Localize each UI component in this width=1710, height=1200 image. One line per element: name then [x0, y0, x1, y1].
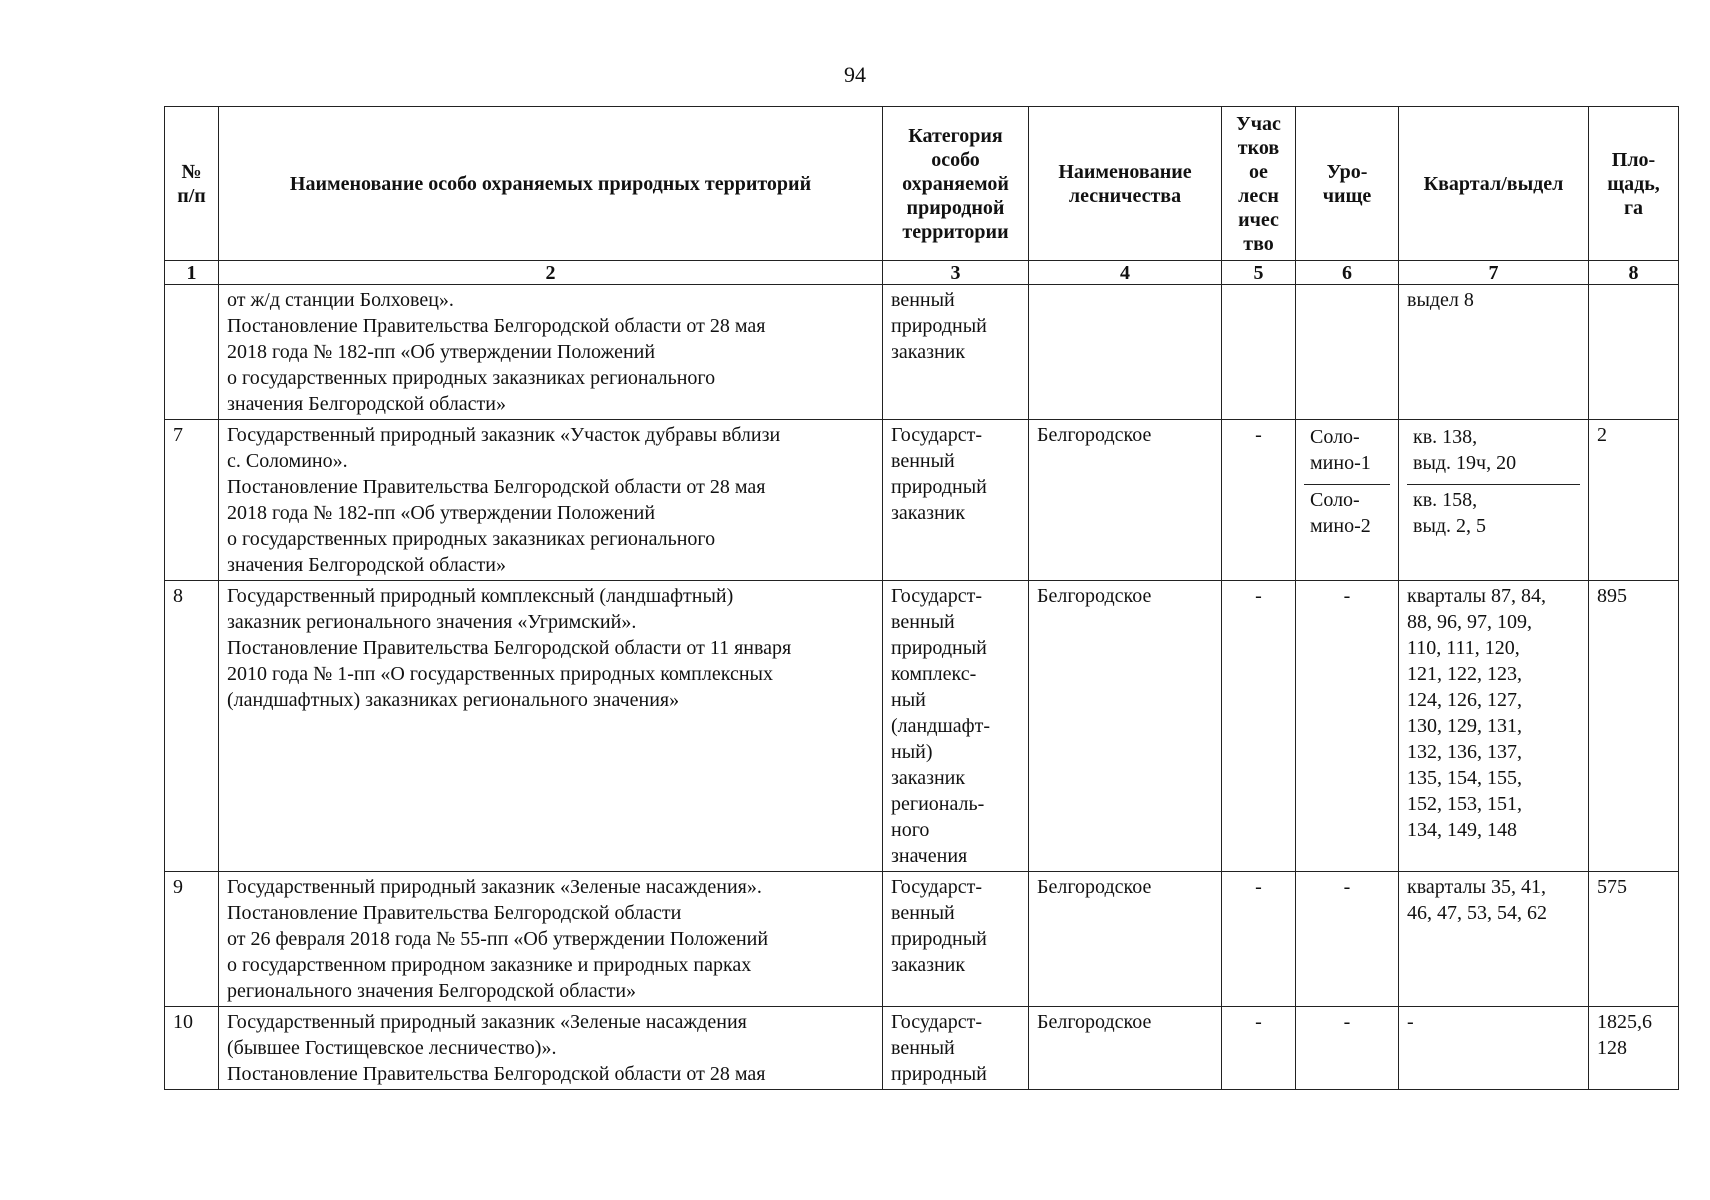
row-num: 7	[165, 420, 219, 581]
col-number: 5	[1222, 261, 1296, 285]
row-quarter: кварталы 87, 84, 88, 96, 97, 109, 110, 111, 120, 121, 122, 123, 124, 126, 127, 130, 129, 131, 132, 136, 137, 135, 154, 155, 152, 153, 151, 134, 149, 148	[1399, 581, 1589, 872]
col-number: 3	[883, 261, 1029, 285]
row-forestry: Белгородское	[1029, 1007, 1222, 1090]
row-district	[1222, 285, 1296, 420]
row-tract: -	[1296, 1007, 1399, 1090]
row-num	[165, 285, 219, 420]
row-district: -	[1222, 581, 1296, 872]
sub-tract-cell	[1304, 422, 1390, 484]
table-row	[165, 1007, 1679, 1090]
header-num: № п/п	[165, 107, 219, 261]
row-name: Государственный природный заказник «Зеленые насаждения». Постановление Правительства Белгородской области от 26 февраля 2018 года № 55-пп «Об утверждении Положений о государственном природном заказнике и природных парках регионального значения Белгородской области»	[219, 872, 883, 1007]
row-forestry: Белгородское	[1029, 872, 1222, 1007]
row-forestry: Белгородское	[1029, 581, 1222, 872]
row-tract: -	[1296, 581, 1399, 872]
row-category: венный природный заказник	[883, 285, 1029, 420]
row-area: 575	[1589, 872, 1679, 1007]
column-number-row	[165, 261, 1679, 285]
col-number: 4	[1029, 261, 1222, 285]
row-area: 895	[1589, 581, 1679, 872]
row-num: 10	[165, 1007, 219, 1090]
row-num: 8	[165, 581, 219, 872]
col-number: 7	[1399, 261, 1589, 285]
row-tract-group	[1296, 420, 1399, 581]
header-category: Категория особо охраняемой природной территории	[883, 107, 1029, 261]
protected-areas-table	[164, 106, 1679, 1090]
col-number: 8	[1589, 261, 1679, 285]
col-number: 2	[219, 261, 883, 285]
row-num: 9	[165, 872, 219, 1007]
table-row	[165, 285, 1679, 420]
header-forestry: Наименование лесничества	[1029, 107, 1222, 261]
row-area	[1589, 285, 1679, 420]
row-category: Государст- венный природный комплекс- ный (ландшафт- ный) заказник региональ- ного значения	[883, 581, 1029, 872]
sub-quarter-cell	[1407, 422, 1580, 484]
row-quarter: -	[1399, 1007, 1589, 1090]
sub-quarter: кв. 158, выд. 2, 5	[1413, 489, 1487, 537]
row-name: Государственный природный заказник «Зеленые насаждения (бывшее Гостищевское лесничество)». Постановление Правительства Белгородской области от 28 мая	[219, 1007, 883, 1090]
table-row	[165, 581, 1679, 872]
row-name: Государственный природный заказник «Участок дубравы вблизи с. Соломино». Постановление Правительства Белгородской области от 28 мая 2018 года № 182-пп «Об утверждении Положений о государственных природных заказниках регионального значения Белгородской области»	[219, 420, 883, 581]
table-row	[165, 420, 1679, 581]
row-tract: -	[1296, 872, 1399, 1007]
sub-tract: Соло- мино-1	[1310, 426, 1371, 474]
table-row	[165, 872, 1679, 1007]
sub-quarter-cell	[1407, 484, 1580, 541]
sub-tract: Соло- мино-2	[1310, 489, 1371, 537]
row-district: -	[1222, 872, 1296, 1007]
row-tract	[1296, 285, 1399, 420]
row-district: -	[1222, 1007, 1296, 1090]
row-quarter-group	[1399, 420, 1589, 581]
row-forestry	[1029, 285, 1222, 420]
row-name: от ж/д станции Болховец». Постановление Правительства Белгородской области от 28 мая 2018 года № 182-пп «Об утверждении Положений о государственных природных заказниках регионального значения Белгородской области»	[219, 285, 883, 420]
header-name: Наименование особо охраняемых природных территорий	[219, 107, 883, 261]
row-name: Государственный природный комплексный (ландшафтный) заказник регионального значения «Угримский». Постановление Правительства Белгородской области от 11 января 2010 года № 1-пп «О государственных природных комплексных (ландшафтных) заказниках регионального значения»	[219, 581, 883, 872]
header-row	[165, 107, 1679, 261]
row-forestry: Белгородское	[1029, 420, 1222, 581]
row-quarter: кварталы 35, 41, 46, 47, 53, 54, 62	[1399, 872, 1589, 1007]
row-category: Государст- венный природный заказник	[883, 420, 1029, 581]
col-number: 1	[165, 261, 219, 285]
row-area: 1825,6 128	[1589, 1007, 1679, 1090]
header-tract: Уро- чище	[1296, 107, 1399, 261]
row-category: Государст- венный природный	[883, 1007, 1029, 1090]
sub-tract-cell	[1304, 484, 1390, 541]
page-number: 94	[844, 62, 866, 87]
header-area: Пло- щадь, га	[1589, 107, 1679, 261]
sub-quarter: кв. 138, выд. 19ч, 20	[1413, 426, 1517, 474]
row-category: Государст- венный природный заказник	[883, 872, 1029, 1007]
col-number: 6	[1296, 261, 1399, 285]
row-quarter: выдел 8	[1399, 285, 1589, 420]
row-area: 2	[1589, 420, 1679, 581]
row-district: -	[1222, 420, 1296, 581]
header-district: Учас тков ое лесн ичес тво	[1222, 107, 1296, 261]
header-quarter: Квартал/выдел	[1399, 107, 1589, 261]
